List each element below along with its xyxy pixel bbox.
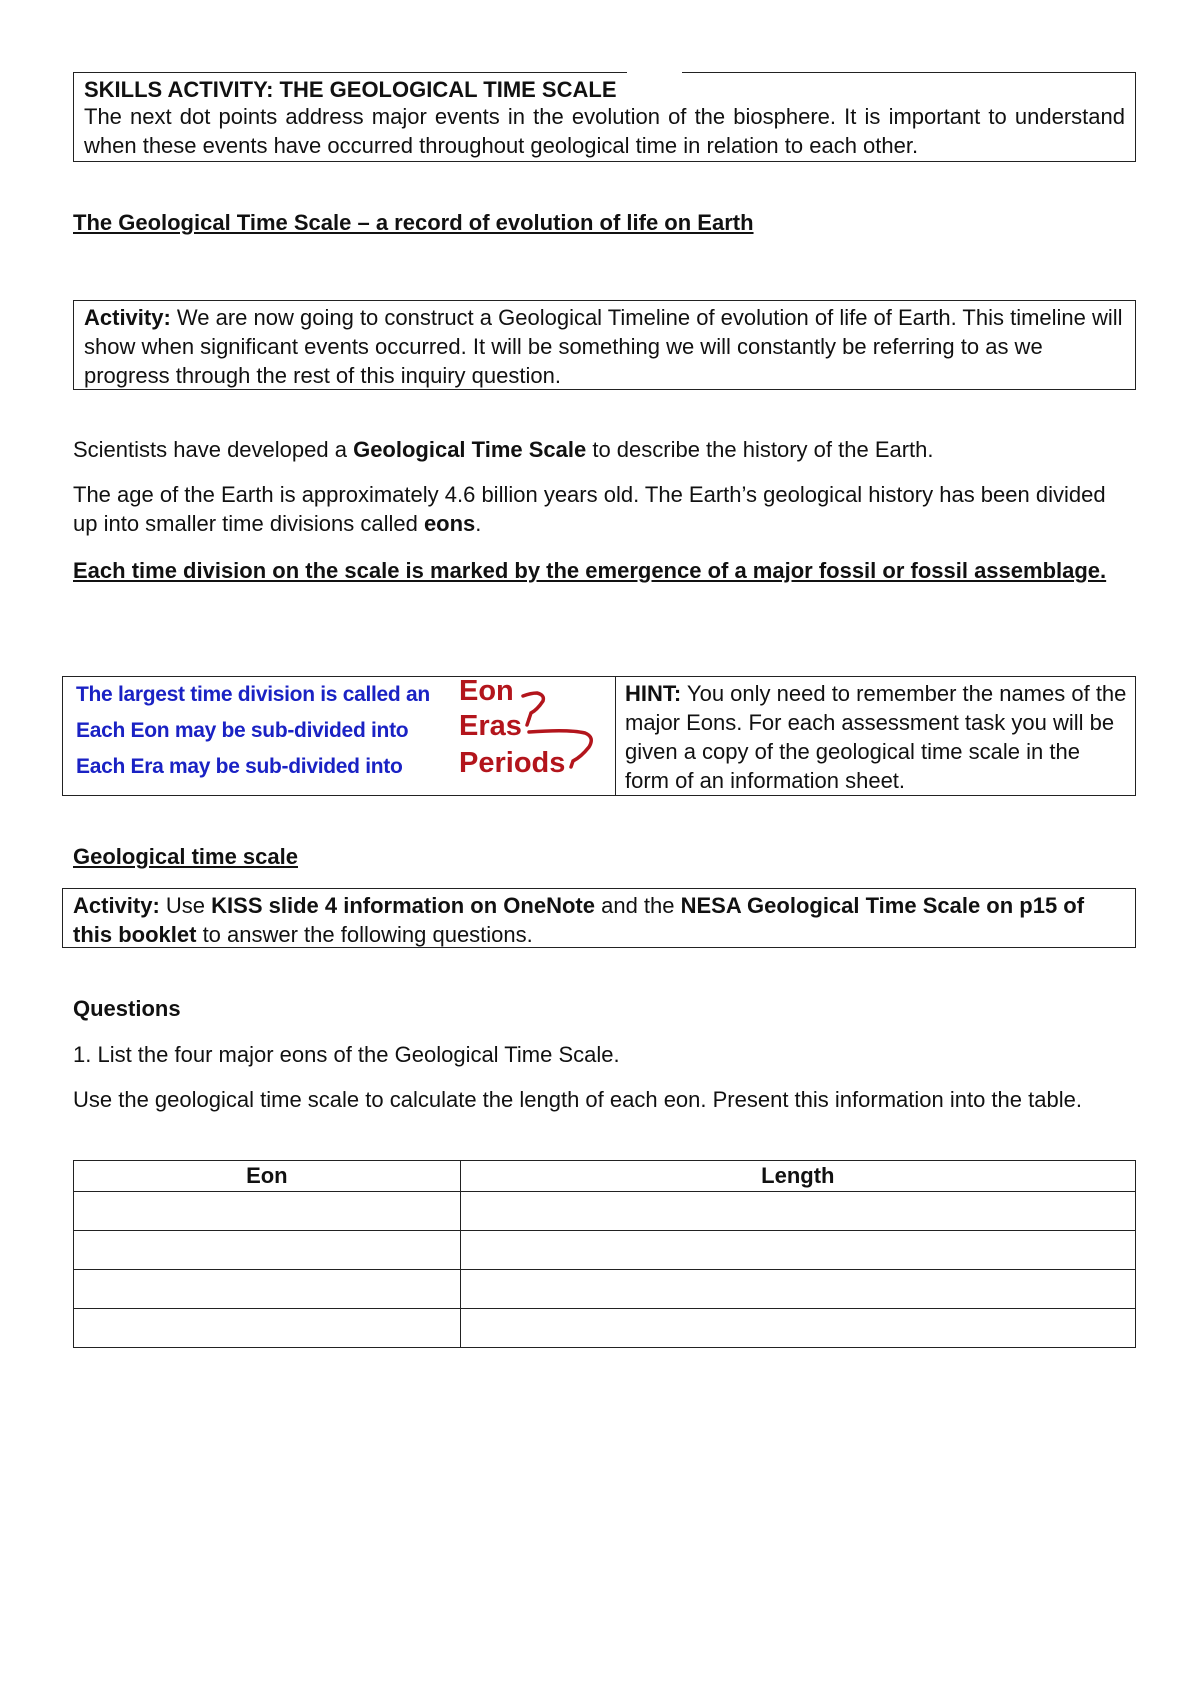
table-row <box>74 1270 1136 1309</box>
length-cell[interactable] <box>460 1309 1135 1348</box>
eon-hierarchy-box <box>62 676 1136 796</box>
eon-cell[interactable] <box>74 1192 461 1231</box>
eras-word: Eras <box>459 710 522 742</box>
section-heading: The Geological Time Scale – a record of evolution of life on Earth <box>73 210 754 235</box>
length-column-header: Length <box>460 1161 1135 1192</box>
intro-paragraph-3: Each time division on the scale is marked by the emergence of a major fossil or fossil assemblage. <box>73 558 1107 583</box>
hierarchy-arrows-icon <box>459 677 619 797</box>
skills-activity-box <box>73 72 1136 162</box>
intro-paragraph-1: Scientists have developed a Geological Time Scale to describe the history of the Earth. <box>73 437 934 462</box>
eon-cell[interactable] <box>74 1270 461 1309</box>
activity-body: We are now going to construct a Geological Timeline of evolution of life of Earth. This timeline will show when significant events occurred. It will be something we will constantly be referring to as we progress through the rest of this inquiry question. <box>84 305 1123 388</box>
question-1-instruction: Use the geological time scale to calculate the length of each eon. Present this information into the table. <box>73 1087 1082 1112</box>
activity-box <box>73 300 1136 390</box>
activity-text <box>84 303 1125 390</box>
intro-paragraph-2: The age of the Earth is approximately 4.6 billion years old. The Earth’s geological history has been divided up into smaller time divisions called eons. <box>73 482 1106 536</box>
nesa-activity-text: Activity: Use KISS slide 4 information on OneNote and the NESA Geological Time Scale on p15 of this booklet to answer the following questions. <box>73 893 1085 947</box>
hint-divider <box>615 677 616 795</box>
length-cell[interactable] <box>460 1270 1135 1309</box>
eon-row-2: Each Eon may be sub-divided into <box>76 719 409 742</box>
hint-label: HINT: <box>625 681 682 706</box>
eon-row-1: The largest time division is called an <box>76 683 430 706</box>
skills-activity-title: SKILLS ACTIVITY: THE GEOLOGICAL TIME SCALE <box>74 72 627 104</box>
periods-word: Periods <box>459 747 566 779</box>
question-1: 1. List the four major eons of the Geological Time Scale. <box>73 1042 620 1067</box>
eon-cell[interactable] <box>74 1309 461 1348</box>
hint-text <box>625 679 1127 795</box>
table-row <box>74 1309 1136 1348</box>
table-row <box>74 1231 1136 1270</box>
geological-time-scale-heading: Geological time scale <box>73 844 298 869</box>
table-row <box>74 1192 1136 1231</box>
questions-heading: Questions <box>73 996 181 1021</box>
box-top-border <box>682 72 1135 73</box>
activity-label: Activity: <box>84 305 171 330</box>
eon-cell[interactable] <box>74 1231 461 1270</box>
length-cell[interactable] <box>460 1192 1135 1231</box>
length-cell[interactable] <box>460 1231 1135 1270</box>
hint-body: You only need to remember the names of the major Eons. For each assessment task you will be given a copy of the geological time scale in the form of an information sheet. <box>625 681 1127 793</box>
eon-row-3: Each Era may be sub-divided into <box>76 755 403 778</box>
eon-column-header: Eon <box>74 1161 461 1192</box>
eon-length-table <box>73 1160 1136 1348</box>
nesa-activity-box <box>62 888 1136 948</box>
eon-word: Eon <box>459 675 514 707</box>
table-header-row <box>74 1161 1136 1192</box>
skills-activity-body: The next dot points address major events in the evolution of the biosphere. It is important to understand when these events have occurred throughout geological time in relation to each other. <box>84 104 1125 158</box>
